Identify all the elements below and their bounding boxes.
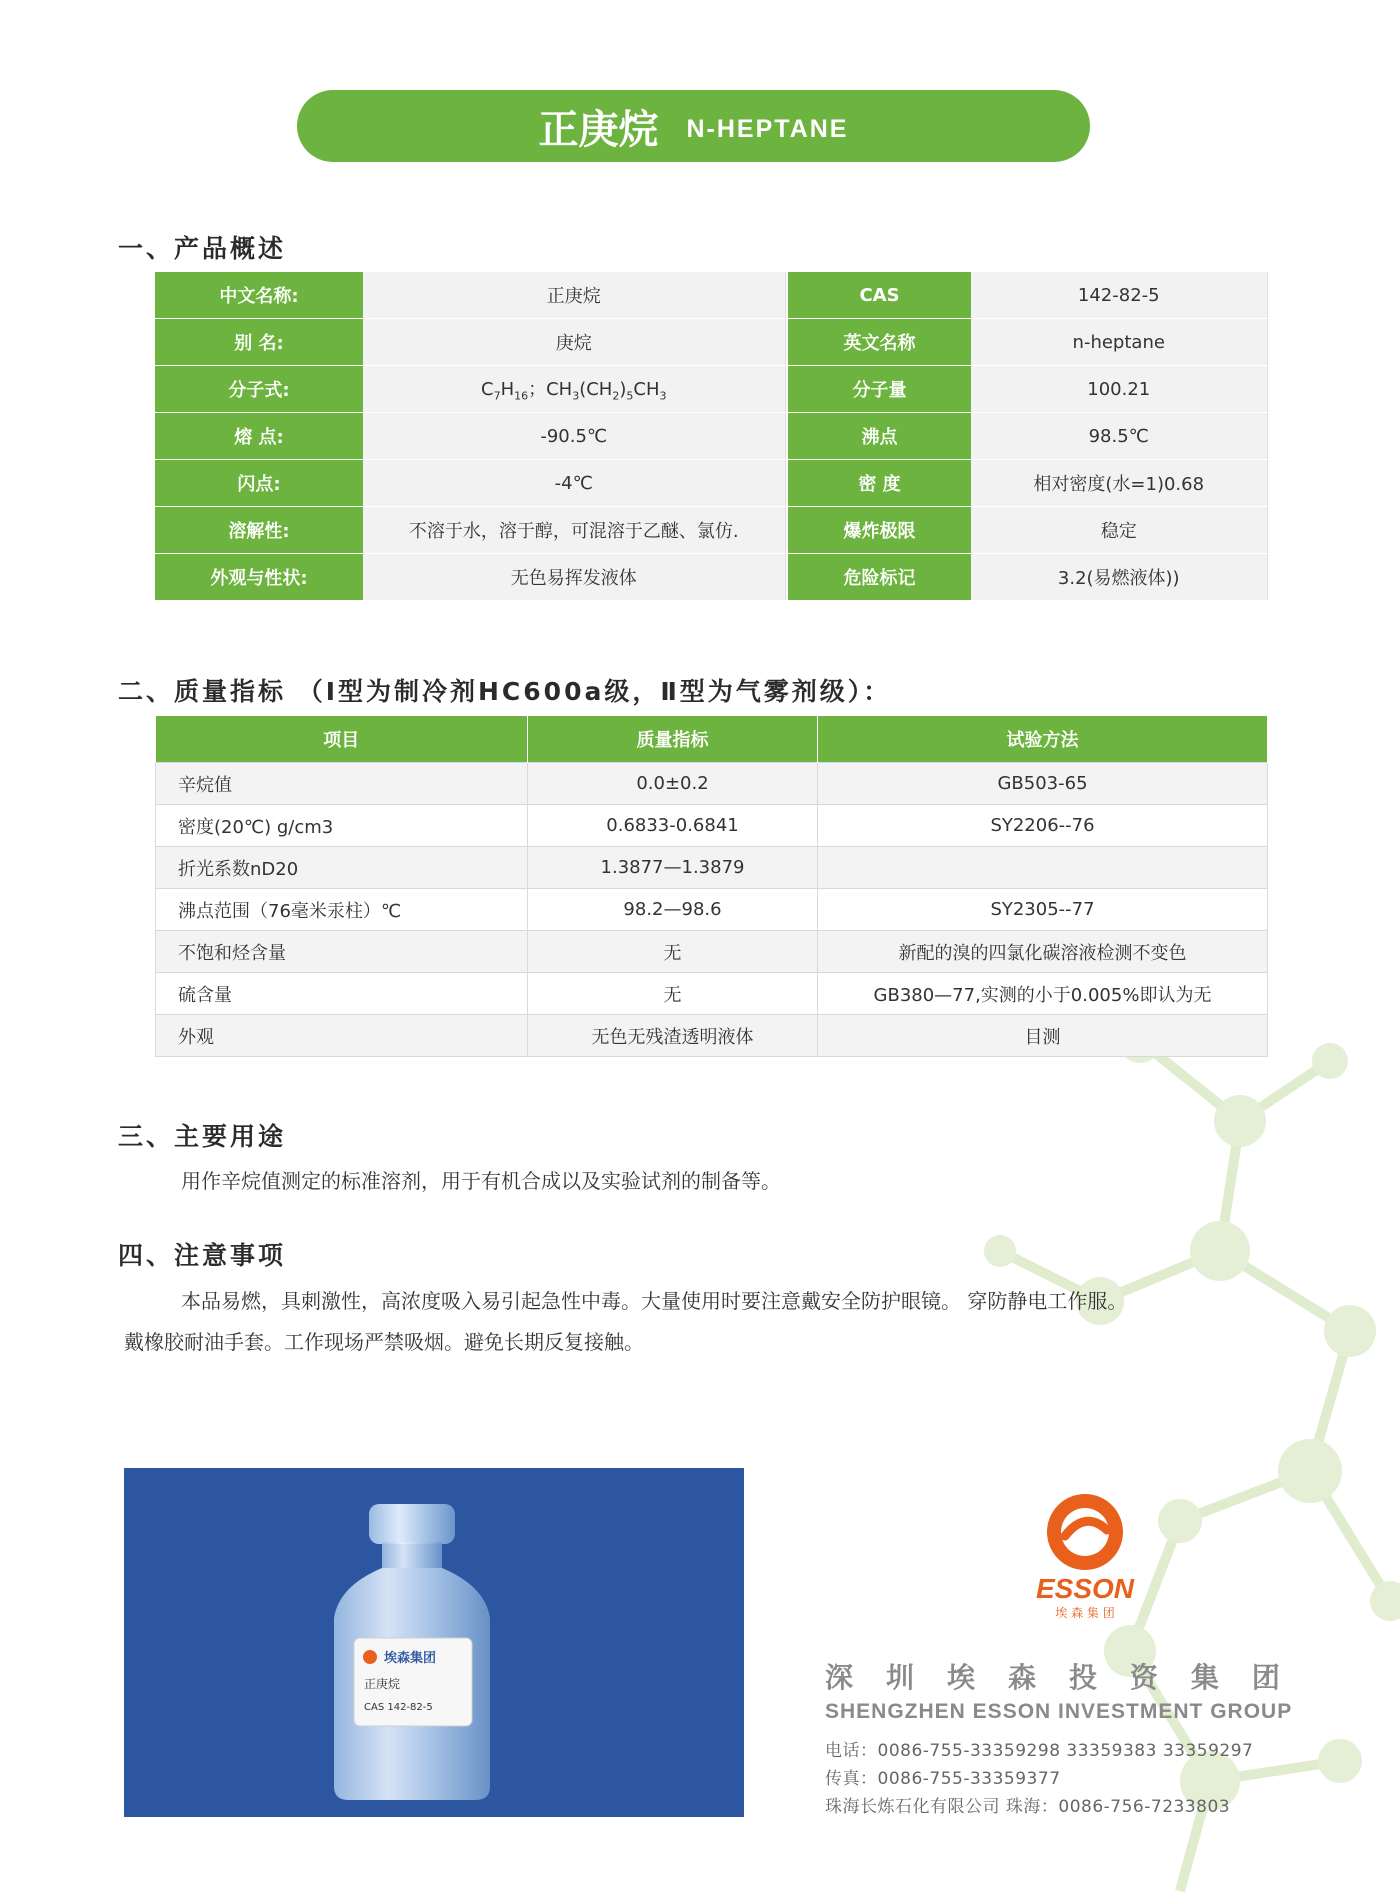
- property-label: 外观与性状:: [155, 554, 363, 601]
- item-cell: 外观: [156, 1015, 528, 1057]
- property-value: 不溶于水，溶于醇，可混溶于乙醚、氯仿.: [363, 507, 785, 554]
- company-name-en: SHENGZHEN ESSON INVESTMENT GROUP: [825, 1700, 1293, 1723]
- title-cn: 正庚烷: [538, 106, 659, 153]
- company-name-char: 森: [1007, 1661, 1036, 1694]
- overview-row: [155, 272, 1267, 319]
- method-cell: 新配的溴的四氯化碳溶液检测不变色: [818, 931, 1268, 973]
- quality-row: [156, 1015, 1268, 1057]
- property-label: CAS: [788, 272, 971, 319]
- contact-tel: 电话：0086-755-33359298 33359383 33359297: [825, 1741, 1254, 1761]
- quality-row: [156, 763, 1268, 805]
- contact-branch: 珠海长炼石化有限公司 珠海：0086-756-7233803: [825, 1797, 1231, 1817]
- property-value: 稳定: [971, 507, 1267, 554]
- spec-cell: 1.3877—1.3879: [528, 847, 818, 889]
- quality-row: [156, 847, 1268, 889]
- section1-heading: 一、产品概述: [118, 234, 287, 263]
- method-cell: [818, 847, 1268, 889]
- property-label: 分子式:: [155, 366, 363, 413]
- item-cell: 硫含量: [156, 973, 528, 1015]
- method-cell: GB503-65: [818, 763, 1268, 805]
- overview-row: [155, 554, 1267, 601]
- overview-row: [155, 366, 1267, 413]
- method-cell: SY2206--76: [818, 805, 1268, 847]
- quality-table: [155, 716, 1268, 1057]
- title-en: N-HEPTANE: [686, 114, 849, 143]
- property-value: 无色易挥发液体: [363, 554, 785, 601]
- property-value: $C_7H_{16}$；$CH_3(CH_2)_5CH_3$: [363, 366, 785, 413]
- overview-row: [155, 460, 1267, 507]
- section4-heading: 四、注意事项: [118, 1241, 287, 1270]
- overview-table: [155, 272, 1268, 601]
- property-label: 危险标记: [788, 554, 971, 601]
- quality-row: [156, 889, 1268, 931]
- spec-cell: 0.0±0.2: [528, 763, 818, 805]
- spec-cell: 0.6833-0.6841: [528, 805, 818, 847]
- column-header: 质量指标: [528, 716, 818, 763]
- property-value: 98.5℃: [971, 413, 1267, 460]
- property-label: 沸点: [788, 413, 971, 460]
- bottle-illustration: [124, 1468, 744, 1817]
- method-cell: 目测: [818, 1015, 1268, 1057]
- column-header: 试验方法: [818, 716, 1268, 763]
- company-name-char: 圳: [885, 1661, 914, 1694]
- company-name-char: 集: [1190, 1661, 1219, 1694]
- overview-row: [155, 507, 1267, 554]
- property-value: 相对密度(水=1)0.68: [971, 460, 1267, 507]
- property-label: 爆炸极限: [788, 507, 971, 554]
- contact-fax: 传真：0086-755-33359377: [825, 1769, 1061, 1789]
- company-name-cn: [825, 1656, 1280, 1696]
- bottle-label-cas: CAS 142-82-5: [364, 1702, 433, 1713]
- item-cell: 折光系数nD20: [156, 847, 528, 889]
- spec-cell: 无: [528, 973, 818, 1015]
- company-name-char: 资: [1129, 1661, 1158, 1694]
- overview-row: [155, 319, 1267, 366]
- method-cell: SY2305--77: [818, 889, 1268, 931]
- property-label: 密 度: [788, 460, 971, 507]
- company-name-char: 团: [1251, 1661, 1280, 1694]
- section2-heading: 二、质量指标 （Ⅰ型为制冷剂HC600a级，Ⅱ型为气雾剂级）：: [118, 677, 892, 706]
- property-label: 分子量: [788, 366, 971, 413]
- property-value: 142-82-5: [971, 272, 1267, 319]
- item-cell: 辛烷值: [156, 763, 528, 805]
- company-name-char: 埃: [946, 1661, 975, 1694]
- quality-row: [156, 973, 1268, 1015]
- title-banner: [297, 90, 1090, 162]
- property-label: 闪点:: [155, 460, 363, 507]
- logo-text: ESSON: [1035, 1573, 1135, 1604]
- caution-text-line2: 戴橡胶耐油手套。工作现场严禁吸烟。避免长期反复接触。: [124, 1330, 644, 1354]
- spec-cell: 无: [528, 931, 818, 973]
- spec-cell: 无色无残渣透明液体: [528, 1015, 818, 1057]
- overview-row: [155, 413, 1267, 460]
- spec-cell: 98.2—98.6: [528, 889, 818, 931]
- logo-subtext: 埃 森 集 团: [1055, 1606, 1115, 1620]
- property-label: 英文名称: [788, 319, 971, 366]
- company-name-char: 深: [825, 1661, 854, 1694]
- esson-logo: [1025, 1490, 1145, 1620]
- property-value: 庚烷: [363, 319, 785, 366]
- property-label: 溶解性:: [155, 507, 363, 554]
- property-label: 中文名称:: [155, 272, 363, 319]
- bottle-label-name: 正庚烷: [364, 1677, 401, 1691]
- quality-row: [156, 805, 1268, 847]
- property-value: 正庚烷: [363, 272, 785, 319]
- method-cell: GB380—77,实测的小于0.005%即认为无: [818, 973, 1268, 1015]
- item-cell: 不饱和烃含量: [156, 931, 528, 973]
- property-value: -4℃: [363, 460, 785, 507]
- quality-row: [156, 931, 1268, 973]
- property-value: 100.21: [971, 366, 1267, 413]
- property-label: 别 名:: [155, 319, 363, 366]
- caution-text-line1: 本品易燃，具刺激性，高浓度吸入易引起急性中毒。大量使用时要注意戴安全防护眼镜。 穿防静电工作服。: [181, 1289, 1128, 1313]
- section3-heading: 三、主要用途: [118, 1122, 287, 1151]
- product-photo: [124, 1468, 744, 1817]
- item-cell: 沸点范围（76毫米汞柱）℃: [156, 889, 528, 931]
- column-header: 项目: [156, 716, 528, 763]
- company-name-char: 投: [1068, 1661, 1097, 1694]
- usage-text: 用作辛烷值测定的标准溶剂，用于有机合成以及实验试剂的制备等。: [181, 1169, 781, 1193]
- bottle-label-brand: 埃森集团: [384, 1651, 437, 1666]
- property-value: 3.2(易燃液体)): [971, 554, 1267, 601]
- quality-header-row: [156, 716, 1268, 763]
- property-label: 熔 点:: [155, 413, 363, 460]
- item-cell: 密度(20℃) g/cm3: [156, 805, 528, 847]
- property-value: -90.5℃: [363, 413, 785, 460]
- property-value: n-heptane: [971, 319, 1267, 366]
